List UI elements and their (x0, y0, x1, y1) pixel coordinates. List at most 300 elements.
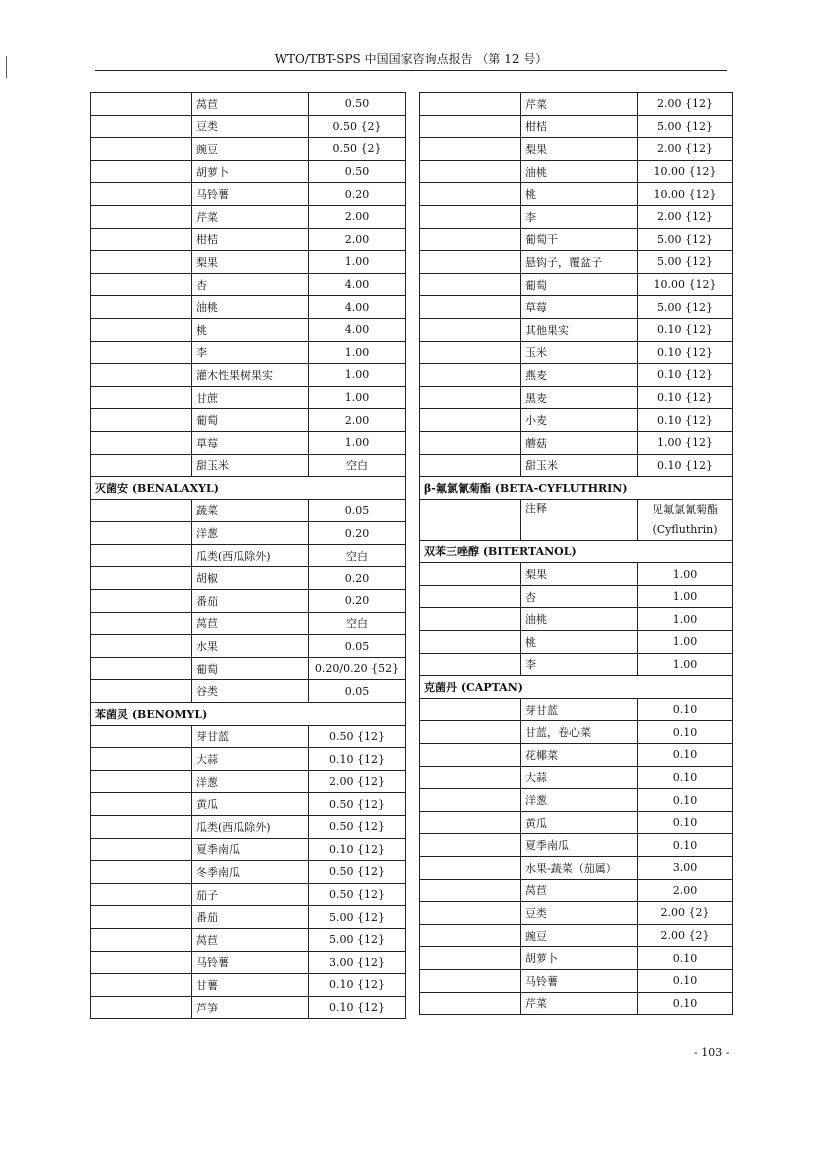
section-row (420, 676, 733, 699)
crop-name: 黑麦 (521, 386, 638, 409)
table-row (420, 698, 733, 721)
crop-name: 蔬菜 (192, 499, 309, 522)
blank-cell (91, 138, 192, 161)
crop-name: 水果-蔬菜（茄属） (521, 857, 638, 880)
mrl-value: 0.05 (309, 680, 406, 703)
table-row (91, 522, 406, 545)
page-header: WTO/TBT-SPS 中国国家咨询点报告 （第 12 号） (95, 48, 727, 71)
mrl-value: 5.00 {12} (309, 928, 406, 951)
blank-cell (91, 770, 192, 793)
crop-name: 甘薯 (192, 974, 309, 997)
blank-cell (91, 205, 192, 228)
table-row (91, 770, 406, 793)
table-row (420, 454, 733, 477)
table-row (420, 251, 733, 274)
blank-cell (420, 834, 521, 857)
note-value (638, 499, 733, 540)
mrl-value: 1.00 (309, 431, 406, 454)
table-row (420, 183, 733, 206)
blank-cell (420, 183, 521, 206)
note-label: 注释 (521, 499, 638, 540)
blank-cell (420, 341, 521, 364)
blank-cell (420, 902, 521, 925)
crop-name: 洋葱 (192, 522, 309, 545)
mrl-value: 0.10 (638, 766, 733, 789)
table-row (91, 205, 406, 228)
blank-cell (420, 721, 521, 744)
table-row (420, 857, 733, 880)
mrl-value: 2.00 {12} (638, 138, 733, 161)
mrl-value: 1.00 (638, 585, 733, 608)
table-row (420, 766, 733, 789)
blank-cell (91, 838, 192, 861)
blank-cell (91, 93, 192, 116)
crop-name: 洋葱 (521, 789, 638, 812)
table-row (420, 386, 733, 409)
blank-cell (91, 906, 192, 929)
table-row (420, 924, 733, 947)
mrl-value: 10.00 {12} (638, 160, 733, 183)
mrl-value: 3.00 (638, 857, 733, 880)
mrl-table-right (419, 92, 733, 1015)
crop-name: 冬季南瓜 (192, 861, 309, 884)
blank-cell (420, 160, 521, 183)
crop-name: 莴苣 (521, 879, 638, 902)
crop-name: 杏 (521, 585, 638, 608)
crop-name: 芽甘蓝 (521, 698, 638, 721)
crop-name: 花椰菜 (521, 744, 638, 767)
table-row (91, 115, 406, 138)
table-row (420, 431, 733, 454)
mrl-value: 1.00 (638, 653, 733, 676)
crop-name: 油桃 (192, 296, 309, 319)
table-row (91, 341, 406, 364)
crop-name: 谷类 (192, 680, 309, 703)
scan-margin-mark (6, 56, 7, 78)
blank-cell (420, 296, 521, 319)
table-row (420, 341, 733, 364)
crop-name: 油桃 (521, 160, 638, 183)
mrl-value: 0.10 (638, 721, 733, 744)
table-row (420, 409, 733, 432)
table-row (420, 721, 733, 744)
table-row (91, 657, 406, 680)
blank-cell (91, 725, 192, 748)
blank-cell (420, 653, 521, 676)
mrl-value: 0.20 (309, 590, 406, 613)
crop-name: 胡萝卜 (521, 947, 638, 970)
blank-cell (91, 883, 192, 906)
crop-name: 莴苣 (192, 928, 309, 951)
blank-cell (91, 544, 192, 567)
mrl-value: 0.20 (309, 522, 406, 545)
table-row (91, 996, 406, 1019)
mrl-value: 0.10 (638, 811, 733, 834)
note-value-line: 见氟氯氰菊酯 (652, 502, 718, 516)
table-row (91, 318, 406, 341)
table-row (91, 906, 406, 929)
blank-cell (420, 857, 521, 880)
blank-cell (91, 115, 192, 138)
mrl-value: 0.10 (638, 947, 733, 970)
blank-cell (420, 454, 521, 477)
blank-cell (420, 364, 521, 387)
crop-name: 油桃 (521, 608, 638, 631)
crop-name: 芦笋 (192, 996, 309, 1019)
table-row (91, 567, 406, 590)
mrl-value: 1.00 (309, 341, 406, 364)
table-row (91, 928, 406, 951)
blank-cell (420, 318, 521, 341)
crop-name: 玉米 (521, 341, 638, 364)
crop-name: 梨果 (521, 563, 638, 586)
crop-name: 小麦 (521, 409, 638, 432)
mrl-value: 10.00 {12} (638, 273, 733, 296)
table-row (420, 138, 733, 161)
crop-name: 灌木性果树果实 (192, 364, 309, 387)
crop-name: 夏季南瓜 (521, 834, 638, 857)
mrl-value: 1.00 (309, 386, 406, 409)
crop-name: 葡萄干 (521, 228, 638, 251)
crop-name: 马铃薯 (192, 183, 309, 206)
blank-cell (91, 974, 192, 997)
crop-name: 悬钩子，覆盆子 (521, 251, 638, 274)
table-row (91, 454, 406, 477)
mrl-value: 0.50 {2} (309, 138, 406, 161)
blank-cell (91, 183, 192, 206)
pesticide-name: 克菌丹 (CAPTAN) (420, 676, 733, 699)
crop-name: 蘑菇 (521, 431, 638, 454)
crop-name: 甜玉米 (521, 454, 638, 477)
mrl-value: 2.00 {2} (638, 902, 733, 925)
mrl-value: 5.00 {12} (638, 251, 733, 274)
blank-cell (420, 811, 521, 834)
mrl-value: 1.00 (309, 364, 406, 387)
crop-name: 其他果实 (521, 318, 638, 341)
blank-cell (420, 879, 521, 902)
mrl-value: 1.00 {12} (638, 431, 733, 454)
blank-cell (420, 273, 521, 296)
blank-cell (91, 748, 192, 771)
table-row (91, 296, 406, 319)
crop-name: 黄瓜 (521, 811, 638, 834)
mrl-value: 2.00 {2} (638, 924, 733, 947)
crop-name: 甘蓝，卷心菜 (521, 721, 638, 744)
blank-cell (91, 431, 192, 454)
table-row (91, 386, 406, 409)
mrl-value: 4.00 (309, 296, 406, 319)
blank-cell (91, 657, 192, 680)
mrl-value: 2.00 (309, 205, 406, 228)
blank-cell (91, 454, 192, 477)
crop-name: 莴苣 (192, 93, 309, 116)
table-row (420, 499, 733, 540)
mrl-value: 0.10 {12} (638, 341, 733, 364)
table-row (91, 635, 406, 658)
mrl-value: 0.10 (638, 834, 733, 857)
mrl-value: 1.00 (638, 608, 733, 631)
blank-cell (420, 698, 521, 721)
crop-name: 番茄 (192, 590, 309, 613)
crop-name: 瓜类(西瓜除外) (192, 816, 309, 839)
table-row (91, 725, 406, 748)
blank-cell (420, 386, 521, 409)
blank-cell (91, 861, 192, 884)
blank-cell (91, 612, 192, 635)
crop-name: 黄瓜 (192, 793, 309, 816)
crop-name: 梨果 (521, 138, 638, 161)
table-row (420, 205, 733, 228)
blank-cell (420, 631, 521, 654)
crop-name: 葡萄 (192, 409, 309, 432)
blank-cell (420, 992, 521, 1015)
crop-name: 胡萝卜 (192, 160, 309, 183)
blank-cell (420, 93, 521, 116)
mrl-value: 0.10 {12} (309, 838, 406, 861)
crop-name: 杏 (192, 273, 309, 296)
mrl-value: 空白 (309, 454, 406, 477)
blank-cell (420, 563, 521, 586)
mrl-value: 0.10 {12} (309, 748, 406, 771)
table-row (91, 183, 406, 206)
blank-cell (91, 590, 192, 613)
table-row (420, 296, 733, 319)
section-row (420, 540, 733, 563)
mrl-value: 4.00 (309, 273, 406, 296)
blank-cell (420, 744, 521, 767)
mrl-value: 0.10 {12} (638, 454, 733, 477)
crop-name: 芽甘蓝 (192, 725, 309, 748)
table-row (420, 160, 733, 183)
blank-cell (420, 228, 521, 251)
mrl-value: 2.00 (638, 879, 733, 902)
table-row (420, 811, 733, 834)
table-row (420, 273, 733, 296)
blank-cell (91, 364, 192, 387)
table-row (91, 251, 406, 274)
blank-cell (420, 789, 521, 812)
table-row (420, 653, 733, 676)
blank-cell (420, 115, 521, 138)
crop-name: 李 (192, 341, 309, 364)
blank-cell (91, 499, 192, 522)
crop-name: 番茄 (192, 906, 309, 929)
section-row (420, 477, 733, 500)
mrl-value: 2.00 (309, 409, 406, 432)
mrl-value: 0.50 {2} (309, 115, 406, 138)
blank-cell (91, 635, 192, 658)
blank-cell (91, 522, 192, 545)
mrl-value: 0.10 {12} (638, 409, 733, 432)
mrl-value: 0.10 {12} (309, 996, 406, 1019)
mrl-value: 4.00 (309, 318, 406, 341)
blank-cell (420, 409, 521, 432)
mrl-value: 0.10 {12} (638, 318, 733, 341)
table-row (91, 228, 406, 251)
crop-name: 夏季南瓜 (192, 838, 309, 861)
mrl-value: 0.20/0.20 {52} (309, 657, 406, 680)
table-row (420, 879, 733, 902)
table-row (420, 608, 733, 631)
mrl-value: 0.50 {12} (309, 725, 406, 748)
mrl-value: 0.50 {12} (309, 816, 406, 839)
blank-cell (420, 969, 521, 992)
table-row (91, 499, 406, 522)
blank-cell (420, 251, 521, 274)
table-row (420, 992, 733, 1015)
table-row (91, 93, 406, 116)
mrl-value: 1.00 (638, 563, 733, 586)
table-row (91, 680, 406, 703)
mrl-value: 0.50 {12} (309, 793, 406, 816)
mrl-value: 0.50 (309, 160, 406, 183)
table-row (420, 834, 733, 857)
crop-name: 芹菜 (521, 992, 638, 1015)
table-row (91, 544, 406, 567)
blank-cell (420, 766, 521, 789)
crop-name: 桃 (521, 183, 638, 206)
blank-cell (420, 431, 521, 454)
mrl-value: 5.00 {12} (638, 228, 733, 251)
table-row (91, 409, 406, 432)
mrl-value: 空白 (309, 612, 406, 635)
mrl-value: 0.10 {12} (309, 974, 406, 997)
crop-name: 柑桔 (521, 115, 638, 138)
note-value-line: (Cyfluthrin) (652, 522, 718, 536)
blank-cell (91, 251, 192, 274)
table-row (91, 431, 406, 454)
mrl-value: 0.20 (309, 183, 406, 206)
mrl-value: 0.10 (638, 789, 733, 812)
page-number: - 103 - (694, 1046, 730, 1059)
table-row (91, 816, 406, 839)
crop-name: 甜玉米 (192, 454, 309, 477)
mrl-value: 空白 (309, 544, 406, 567)
blank-cell (91, 793, 192, 816)
mrl-value: 0.10 {12} (638, 386, 733, 409)
mrl-value: 5.00 {12} (638, 296, 733, 319)
crop-name: 马铃薯 (521, 969, 638, 992)
blank-cell (420, 585, 521, 608)
crop-name: 水果 (192, 635, 309, 658)
mrl-value: 0.50 {12} (309, 861, 406, 884)
table-row (420, 228, 733, 251)
crop-name: 甘蔗 (192, 386, 309, 409)
crop-name: 李 (521, 205, 638, 228)
section-row (91, 477, 406, 500)
crop-name: 葡萄 (192, 657, 309, 680)
mrl-value: 0.10 (638, 744, 733, 767)
blank-cell (91, 296, 192, 319)
mrl-value: 1.00 (309, 251, 406, 274)
table-row (91, 838, 406, 861)
mrl-value: 0.10 {12} (638, 364, 733, 387)
mrl-value: 2.00 {12} (638, 93, 733, 116)
mrl-value: 2.00 (309, 228, 406, 251)
table-row (91, 160, 406, 183)
table-row (91, 590, 406, 613)
mrl-table-left (90, 92, 406, 1019)
pesticide-name: β-氟氯氰菊酯 (BETA-CYFLUTHRIN) (420, 477, 733, 500)
crop-name: 豆类 (192, 115, 309, 138)
mrl-value: 0.10 (638, 992, 733, 1015)
blank-cell (91, 680, 192, 703)
crop-name: 燕麦 (521, 364, 638, 387)
blank-cell (91, 816, 192, 839)
mrl-value: 0.05 (309, 499, 406, 522)
table-row (420, 947, 733, 970)
crop-name: 草莓 (521, 296, 638, 319)
crop-name: 桃 (192, 318, 309, 341)
table-row (91, 951, 406, 974)
blank-cell (91, 318, 192, 341)
table-row (91, 793, 406, 816)
mrl-value: 1.00 (638, 631, 733, 654)
pesticide-name: 苯菌灵 (BENOMYL) (91, 703, 406, 726)
crop-name: 洋葱 (192, 770, 309, 793)
blank-cell (91, 928, 192, 951)
table-row (420, 364, 733, 387)
crop-name: 瓜类(西瓜除外) (192, 544, 309, 567)
mrl-value: 3.00 {12} (309, 951, 406, 974)
mrl-value: 2.00 {12} (309, 770, 406, 793)
blank-cell (91, 386, 192, 409)
mrl-value: 10.00 {12} (638, 183, 733, 206)
crop-name: 豆类 (521, 902, 638, 925)
table-row (420, 318, 733, 341)
blank-cell (420, 499, 521, 540)
blank-cell (91, 273, 192, 296)
crop-name: 草莓 (192, 431, 309, 454)
table-row (91, 861, 406, 884)
blank-cell (91, 409, 192, 432)
crop-name: 莴苣 (192, 612, 309, 635)
crop-name: 马铃薯 (192, 951, 309, 974)
blank-cell (420, 205, 521, 228)
mrl-value: 0.10 (638, 969, 733, 992)
table-row (420, 969, 733, 992)
table-row (420, 115, 733, 138)
table-row (91, 138, 406, 161)
table-row (91, 974, 406, 997)
table-row (91, 364, 406, 387)
table-row (420, 744, 733, 767)
mrl-value: 0.05 (309, 635, 406, 658)
crop-name: 豌豆 (192, 138, 309, 161)
table-row (91, 273, 406, 296)
table-row (91, 883, 406, 906)
pesticide-name: 灭菌安 (BENALAXYL) (91, 477, 406, 500)
mrl-value: 5.00 {12} (309, 906, 406, 929)
section-row (91, 703, 406, 726)
crop-name: 豌豆 (521, 924, 638, 947)
crop-name: 葡萄 (521, 273, 638, 296)
blank-cell (420, 608, 521, 631)
crop-name: 胡椒 (192, 567, 309, 590)
crop-name: 柑桔 (192, 228, 309, 251)
table-row (420, 902, 733, 925)
crop-name: 桃 (521, 631, 638, 654)
crop-name: 李 (521, 653, 638, 676)
crop-name: 大蒜 (192, 748, 309, 771)
crop-name: 芹菜 (192, 205, 309, 228)
crop-name: 大蒜 (521, 766, 638, 789)
table-row (91, 612, 406, 635)
mrl-value: 0.50 (309, 93, 406, 116)
table-row (420, 631, 733, 654)
blank-cell (91, 567, 192, 590)
mrl-value: 0.10 (638, 698, 733, 721)
